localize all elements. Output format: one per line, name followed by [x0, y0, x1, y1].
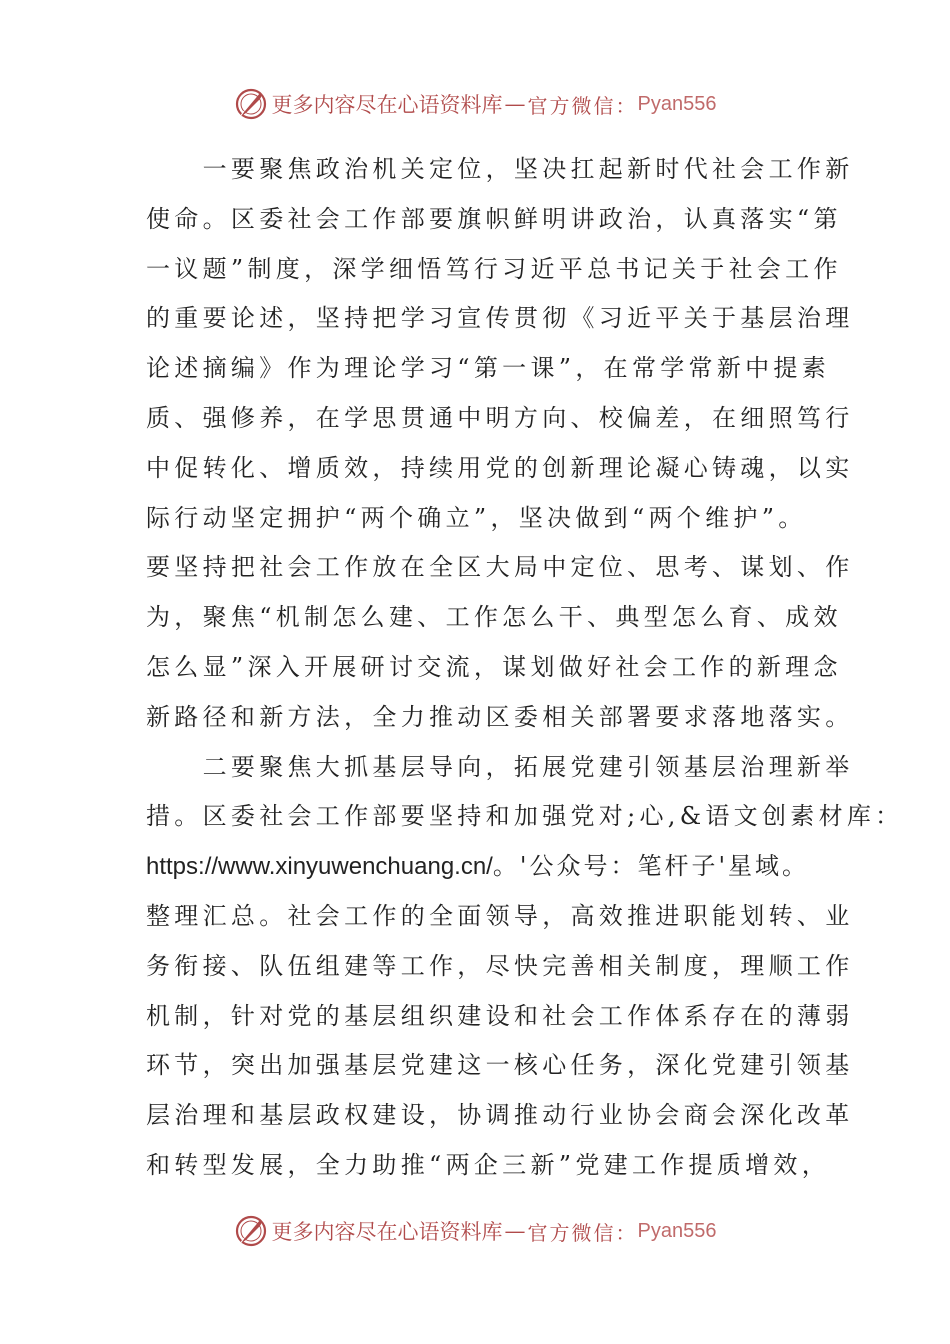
- text-line: 中促转化、增质效，持续用党的创新理论凝心铸魂，以实: [146, 453, 854, 482]
- banner-dash: —: [504, 92, 526, 116]
- banner-wechat-label: 官方微信：: [527, 1220, 638, 1245]
- banner-wechat-id: Pyan556: [637, 92, 717, 115]
- text-line: 二要聚焦大抓基层导向，拓展党建引领基层治理新举: [146, 752, 854, 781]
- text-line: 为，聚焦“机制怎么建、工作怎么干、典型怎么育、成效: [146, 603, 842, 632]
- text-line: 措。区委社会工作部要坚持和加强党对;心,&语文创素材库：: [146, 802, 904, 831]
- url-line: [146, 842, 810, 892]
- source-url-link[interactable]: https://www.xinyuwenchuang.cn/: [146, 853, 493, 881]
- text-line: 论述摘编》作为理论学习“第一课”，在常学常新中提素: [146, 354, 831, 383]
- text-line: 新路径和新方法，全力推动区委相关部署要求落地落实。: [146, 702, 854, 731]
- text-line: 一要聚焦政治机关定位，坚决扛起新时代社会工作新: [146, 155, 854, 183]
- text-line: 怎么显”深入开展研讨交流，谋划做好社会工作的新理念: [146, 652, 842, 681]
- text-line: 使命。区委社会工作部要旗帜鲜明讲政治，认真落实“第: [146, 204, 842, 233]
- text-line: 务衔接、队伍组建等工作，尽快完善相关制度，理顺工作: [146, 951, 854, 980]
- banner-wechat-label: 官方微信：: [527, 93, 638, 118]
- text-line: 际行动坚定拥护“两个确立”，坚决做到“两个维护”。: [146, 503, 807, 532]
- text-line: 机制，针对党的基层组织建设和社会工作体系存在的薄弱: [146, 1001, 854, 1030]
- text-line: 整理汇总。社会工作的全面领导，高效推进职能划转、业: [146, 901, 854, 930]
- quill-logo-icon: [234, 1214, 268, 1248]
- quill-logo-icon: [234, 87, 268, 121]
- document-body: [146, 145, 904, 1191]
- banner-dash: —: [504, 1219, 526, 1243]
- banner-site-name: 更多内容尽在心语资料库: [271, 1220, 503, 1244]
- banner-site-name: 更多内容尽在心语资料库: [271, 93, 503, 117]
- text-line: 层治理和基层政权建设，协调推动行业协会商会深化改革: [146, 1101, 854, 1130]
- text-line: 环节，突出加强基层党建这一核心任务，深化党建引领基: [146, 1051, 854, 1080]
- text-line: 和转型发展，全力助推“两企三新”党建工作提质增效，: [146, 1150, 831, 1179]
- header-banner: [0, 84, 950, 124]
- footer-banner: [0, 1211, 950, 1251]
- text-line: 要坚持把社会工作放在全区大局中定位、思考、谋划、作: [146, 553, 854, 582]
- text-line: 一议题”制度，深学细悟笃行习近平总书记关于社会工作: [146, 254, 842, 283]
- banner-wechat-id: Pyan556: [637, 1219, 717, 1242]
- text-line: 质、强修养，在学思贯通中明方向、校偏差，在细照笃行: [146, 403, 854, 432]
- url-line-tail: 。'公众号：笔杆子'星域。: [492, 852, 810, 881]
- text-line: 的重要论述，坚持把学习宣传贯彻《习近平关于基层治理: [146, 304, 854, 333]
